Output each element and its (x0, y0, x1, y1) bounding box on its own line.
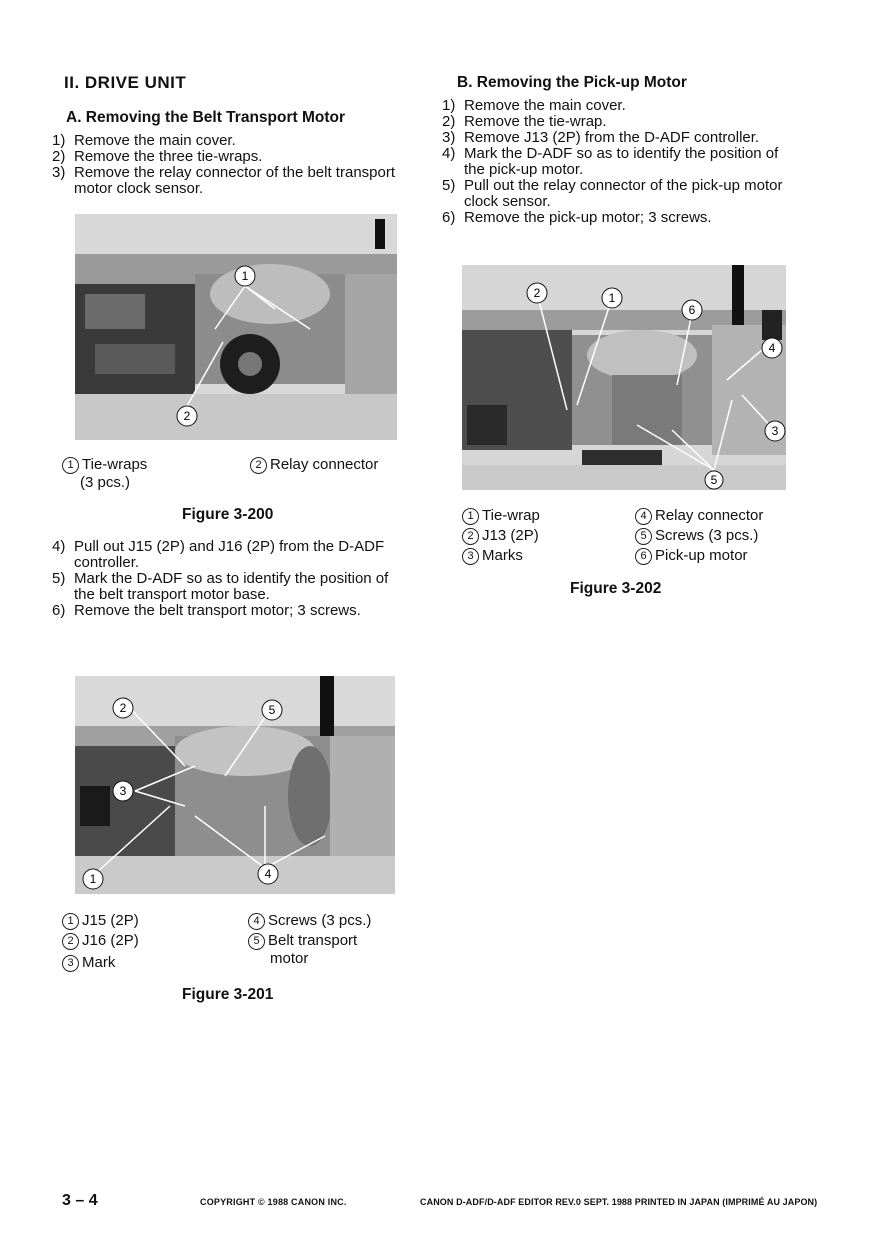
part-a-title: A. Removing the Belt Transport Motor (66, 109, 346, 126)
figure-3-202-caption: Figure 3-202 (570, 580, 662, 597)
figure-3-200-photo (75, 214, 397, 440)
legend-item: 1 Tie-wrap (462, 506, 540, 526)
figure-3-201-caption: Figure 3-201 (182, 986, 274, 1003)
callout-5: 5 (710, 473, 718, 487)
step-item: 2) Remove the three tie-wraps. (52, 148, 263, 165)
legend-item: 2 J13 (2P) (462, 526, 539, 546)
figure-3-202-photo (462, 265, 786, 490)
step-item: 5) Pull out the relay connector of the pick-up motor clock sensor. (442, 177, 783, 210)
figure-3-202-legend (462, 506, 802, 570)
step-item: 4) Pull out J15 (2P) and J16 (2P) from the D-ADF controller. (52, 538, 385, 571)
legend-item: 1 J15 (2P) (62, 911, 139, 931)
legend-item: 4 Screws (3 pcs.) (248, 911, 371, 931)
callout-4: 4 (768, 341, 776, 355)
legend-item: 4 Relay connector (635, 506, 763, 526)
section-title: II. DRIVE UNIT (64, 73, 187, 92)
part-a-steps-1 (48, 133, 408, 197)
legend-item: 6 Pick-up motor (635, 546, 748, 566)
legend-item: 1 Tie-wraps (62, 455, 147, 475)
callout-4: 4 (264, 867, 272, 881)
callout-3: 3 (119, 784, 127, 798)
legend-item: 2 Relay connector (250, 455, 378, 475)
callout-2: 2 (533, 286, 541, 300)
step-item: 3) Remove the relay connector of the belt transport motor clock sensor. (52, 164, 396, 197)
legend-item: 2 J16 (2P) (62, 931, 139, 951)
figure-3-200-legend (62, 455, 412, 499)
step-item: 1) Remove the main cover. (442, 97, 626, 114)
callout-2: 2 (119, 701, 127, 715)
callout-2: 2 (183, 409, 191, 423)
part-b-steps (438, 98, 794, 226)
callout-1: 1 (241, 269, 249, 283)
step-item: 1) Remove the main cover. (52, 132, 236, 149)
figure-3-201-photo (75, 676, 395, 894)
step-item: 2) Remove the tie-wrap. (442, 113, 607, 130)
legend-item: 3 Mark (62, 953, 115, 973)
step-item: 3) Remove J13 (2P) from the D-ADF controller. (442, 129, 760, 146)
legend-item: 5 Screws (3 pcs.) (635, 526, 758, 546)
part-a-steps-2 (48, 539, 408, 619)
page-number: 3 – 4 (62, 1192, 98, 1209)
legend-item: 3 Marks (462, 546, 523, 566)
callout-5: 5 (268, 703, 276, 717)
legend-item-cont: (3 pcs.) (80, 474, 131, 491)
step-item: 5) Mark the D-ADF so as to identify the position of the belt transport motor base. (52, 570, 389, 603)
step-item: 6) Remove the pick-up motor; 3 screws. (442, 209, 712, 226)
part-b-title: B. Removing the Pick-up Motor (457, 74, 687, 91)
figure-3-200-caption: Figure 3-200 (182, 506, 274, 523)
legend-item-cont: motor (270, 950, 309, 967)
figure-3-201-legend (62, 911, 412, 975)
callout-6: 6 (688, 303, 696, 317)
step-item: 4) Mark the D-ADF so as to identify the position of the pick-up motor. (442, 145, 779, 178)
callout-1: 1 (89, 872, 97, 886)
step-item: 6) Remove the belt transport motor; 3 screws. (52, 602, 361, 619)
callout-3: 3 (771, 424, 779, 438)
callout-1: 1 (608, 291, 616, 305)
copyright: COPYRIGHT © 1988 CANON INC. (200, 1197, 347, 1207)
edition-line: CANON D-ADF/D-ADF EDITOR REV.0 SEPT. 1988 PRINTED IN JAPAN (IMPRIMÉ AU JAPON) (420, 1197, 818, 1207)
legend-item: 5 Belt transport (248, 931, 357, 951)
